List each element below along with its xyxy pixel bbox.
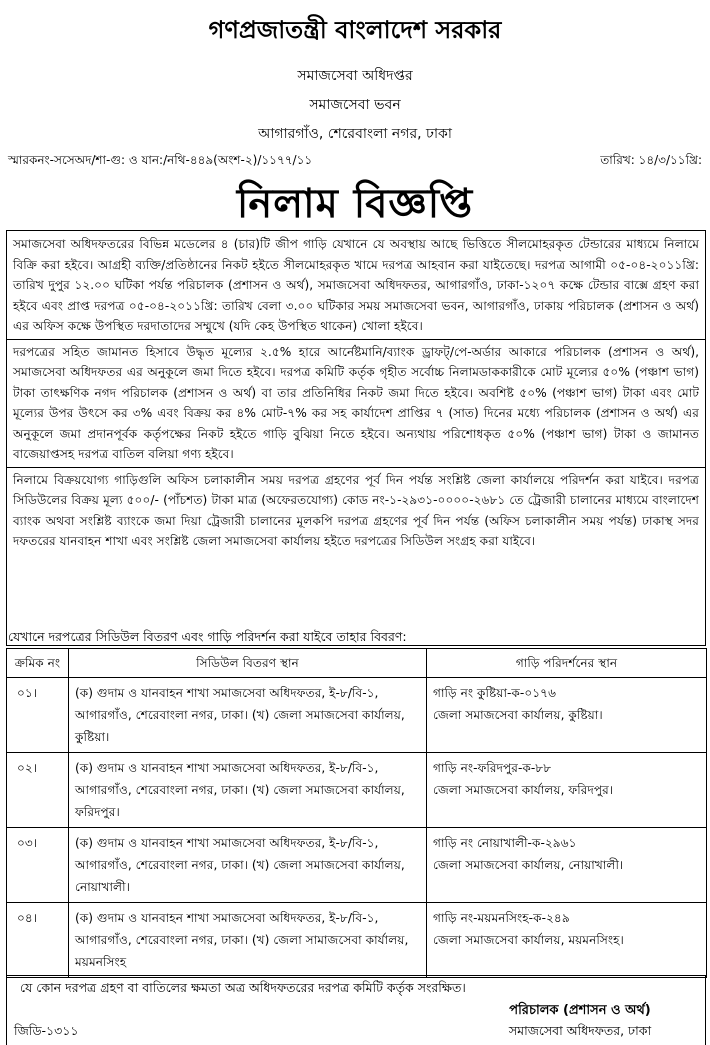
table-header-row — [7, 649, 707, 678]
paragraph-inspection-schedule: নিলামে বিক্রয়যোগ্য গাড়িগুলি অফিস চলাকালীন সময় দরপত্র গ্রহণের পূর্ব দিন পর্যন্ত সংশ্লিষ্ট জেলা কার্যালয়ে পরিদর্শন করা যাইবে। দরপত্র সিডিউলের বিক্রয় মূল্য ৫০০/- (পাঁচশত) টাকা মাত্র (অফেরতযোগ্য) কোড নং-১-২৯৩১-০০০০-২৬৮১ তে ট্রেজারী চালানের মাধ্যমে বাংলাদেশ ব্যাংক অথবা সংশ্লিষ্ট ব্যাংকে জমা দিয়া ট্রেজারী চালানের মূলকপি দরপত্র গ্রহণের পূর্ব দিন পর্যন্ত (অফিস চলাকালীন সময় পর্যন্ত) ঢাকাস্থ সদর দফতরের যানবাহন শাখা এবং সংশ্লিষ্ট জেলা সমাজসেবা কার্যালয় হইতে দরপত্রের সিডিউল সংগ্রহ করা যাইবে। — [13, 472, 699, 548]
notice-body — [6, 230, 706, 646]
row-inspection — [427, 678, 707, 753]
inspection-office: জেলা সমাজসেবা কার্যালয়, ময়মনসিংহ। — [433, 933, 624, 947]
row-distribution: (ক) গুদাম ও যানবাহন শাখা সমাজসেবা অধিদফতর, ই-৮/বি-১, আগারগাঁও, শেরেবাংলা নগর, ঢাকা। (খ) জেলা সামাজসেবা কার্যালয়, ময়মনসিংহ — [69, 903, 427, 978]
divider — [7, 339, 705, 340]
vehicle-number: গাড়ি নং নোয়াখালী-ক-২৯৬১ — [433, 836, 577, 850]
row-serial: ০১। — [7, 678, 69, 753]
building-name: সমাজসেবা ভবন — [309, 97, 401, 113]
paragraph-security-deposit: দরপত্রের সহিত জামানত হিসাবে উদ্ধৃত মূল্যের ২.৫% হারে আর্নেষ্টমানি/ব্যাংক ড্রাফট্/পে-অর্ডার আকারে পরিচালক (প্রশাসন ও অর্থ), সমাজসেবা অধিদফতর এর অনুকূলে জমা দিতে হইবে। দরপত্র কমিটি কর্তৃক গৃহীত সর্বোচ্চ নিলামডাককারীকে মোট মূল্যের ৫০% (পঞ্চাশ ভাগ) টাকা তাৎক্ষণিক নগদ পরিচালক (প্রশাসন ও অর্থ) বা তার প্রতিনিধির নিকট জমা দিতে হইবে। অবশিষ্ট ৫০% (পঞ্চাশ ভাগ) টাকা এবং মোট মূল্যের উপর উৎসে কর ৩% এবং বিক্রয় কর ৪% মোট-৭% কর সহ কার্যাদেশ প্রাপ্তির ৭ (সাত) দিনের মধ্যে পরিচালক (প্রশাসন ও অর্থ) এর অনুকূলে জমা প্রদানপূর্বক কর্তৃপক্ষের নিকট হইতে গাড়ি বুঝিয়া নিতে হইবে। অন্যথায় পরিশোধকৃত ৫০% (পঞ্চাশ ভাগ) টাকা ও জামানত বাজেয়াপ্তসহ দরপত্র বাতিল বলিয়া গণ্য হইবে। — [13, 344, 699, 461]
schedule-table — [6, 648, 707, 978]
office-address: আগারগাঁও, শেরেবাংলা নগর, ঢাকা — [258, 126, 452, 142]
table-row — [7, 903, 707, 978]
header-inspection-place: গাড়ি পরিদর্শনের স্থান — [427, 649, 707, 678]
footer-note: যে কোন দরপত্র গ্রহণ বা বাতিলের ক্ষমতা অত্র অধিদফতরের দরপত্র কমিটি কর্তৃক সংরক্ষিত। — [20, 980, 466, 995]
row-inspection — [427, 753, 707, 828]
header-distribution-place: সিডিউল বিতরণ স্থান — [69, 649, 427, 678]
row-inspection — [427, 828, 707, 903]
divider — [7, 467, 705, 468]
table-intro: যেখানে দরপত্রের সিডিউল বিতরণ এবং গাড়ি পরিদর্শন করা যাইবে তাহার বিবরণ: — [8, 629, 407, 644]
table-row — [7, 678, 707, 753]
reference-line — [8, 152, 702, 172]
table-row — [7, 753, 707, 828]
department-name: সমাজসেবা অধিদপ্তর — [297, 68, 413, 84]
notice-date: তারিখ: ১৪/৩/১১খ্রি: — [600, 153, 702, 167]
row-serial: ০৩। — [7, 828, 69, 903]
memo-number: স্মারকনং-সসেঅদ/শা-গু: ও যান:/নথি-৪৪৯(অংশ-২)/১১৭৭/১১ — [8, 153, 313, 167]
vehicle-number: গাড়ি নং-ময়মনসিংহ-ক-২৪৯ — [433, 911, 570, 925]
government-title: গণপ্রজাতন্ত্রী বাংলাদেশ সরকার — [208, 16, 502, 44]
inspection-office: জেলা সমাজসেবা কার্যালয়, কুষ্টিয়া। — [433, 708, 603, 722]
inspection-office: জেলা সমাজসেবা কার্যালয়, নোয়াখালী। — [433, 858, 624, 872]
row-distribution: (ক) গুদাম ও যানবাহন শাখা সমাজসেবা অধিদফতর, ই-৮/বি-১, আগারগাঁও, শেরেবাংলা নগর, ঢাকা। (খ) জেলা সমাজসেবা কার্যালয়, ফরিদপুর। — [69, 753, 427, 828]
vehicle-number: গাড়ি নং-ফরিদপুর-ক-৮৮ — [433, 761, 552, 775]
paragraph-tender-call: সমাজসেবা অধিদফতরের বিভিন্ন মডেলের ৪ (চার)টি জীপ গাড়ি যেখানে যে অবস্থায় আছে ভিত্তিতে সীলমোহরকৃত টেন্ডারের মাধ্যমে নিলামে বিক্রি করা হইবে। আগ্রহী ব্যক্তি/প্রতিষ্ঠানের নিকট হইতে সীলমোহরকৃত খামে দরপত্র আহবান করা যাইতেছে। দরপত্র আগামী ০৫-০৪-২০১১খ্রি: তারিখ দুপুর ১২.০০ ঘটিকা পর্যন্ত পরিচালক (প্রশাসন ও অর্থ), সমাজসেবা অধিদফতর, আগারগাঁও, ঢাকা-১২০৭ কক্ষে টেন্ডার বাক্সে গ্রহণ করা হইবে এবং প্রাপ্ত দরপত্র ০৫-০৪-২০১১খ্রি: তারিখ বেলা ৩.০০ ঘটিকার সময় সমাজসেবা ভবন, আগারগাঁও, ঢাকায় পরিচালক (প্রশাসন ও অর্থ) এর অফিস কক্ষে উপস্থিত দরদাতাদের সম্মুখে (যদি কেহ উপস্থিত থাকেন) খোলা হইবে। — [13, 237, 699, 333]
row-inspection — [427, 903, 707, 978]
vehicle-number: গাড়ি নং কুষ্টিয়া-ক-০১৭৬ — [433, 686, 557, 700]
row-serial: ০২। — [7, 753, 69, 828]
table-row — [7, 828, 707, 903]
signer-title: পরিচালক (প্রশাসন ও অর্থ) — [509, 1003, 651, 1018]
row-distribution: (ক) গুদাম ও যানবাহন শাখা সমাজসেবা অধিদফতর, ই-৮/বি-১, আগারগাঁও, শেরেবাংলা নগর, ঢাকা। (খ) জেলা সমাজসেবা কার্যালয়, নোয়াখালী। — [69, 828, 427, 903]
notice-title: নিলাম বিজ্ঞপ্তি — [236, 181, 474, 227]
row-distribution: (ক) গুদাম ও যানবাহন শাখা সমাজসেবা অধিদফতর, ই-৮/বি-১, আগারগাঁও, শেরেবাংলা নগর, ঢাকা। (খ) জেলা সমাজসেবা কার্যালয়, কুষ্টিয়া। — [69, 678, 427, 753]
gd-number: জিডি-১৩১১ — [14, 1023, 79, 1038]
signer-office: সমাজসেবা অধিদফতর, ঢাকা — [508, 1023, 652, 1038]
inspection-office: জেলা সমাজসেবা কার্যালয়, ফরিদপুর। — [433, 783, 614, 797]
row-serial: ০৪। — [7, 903, 69, 978]
header-serial: ক্রমিক নং — [7, 649, 69, 678]
